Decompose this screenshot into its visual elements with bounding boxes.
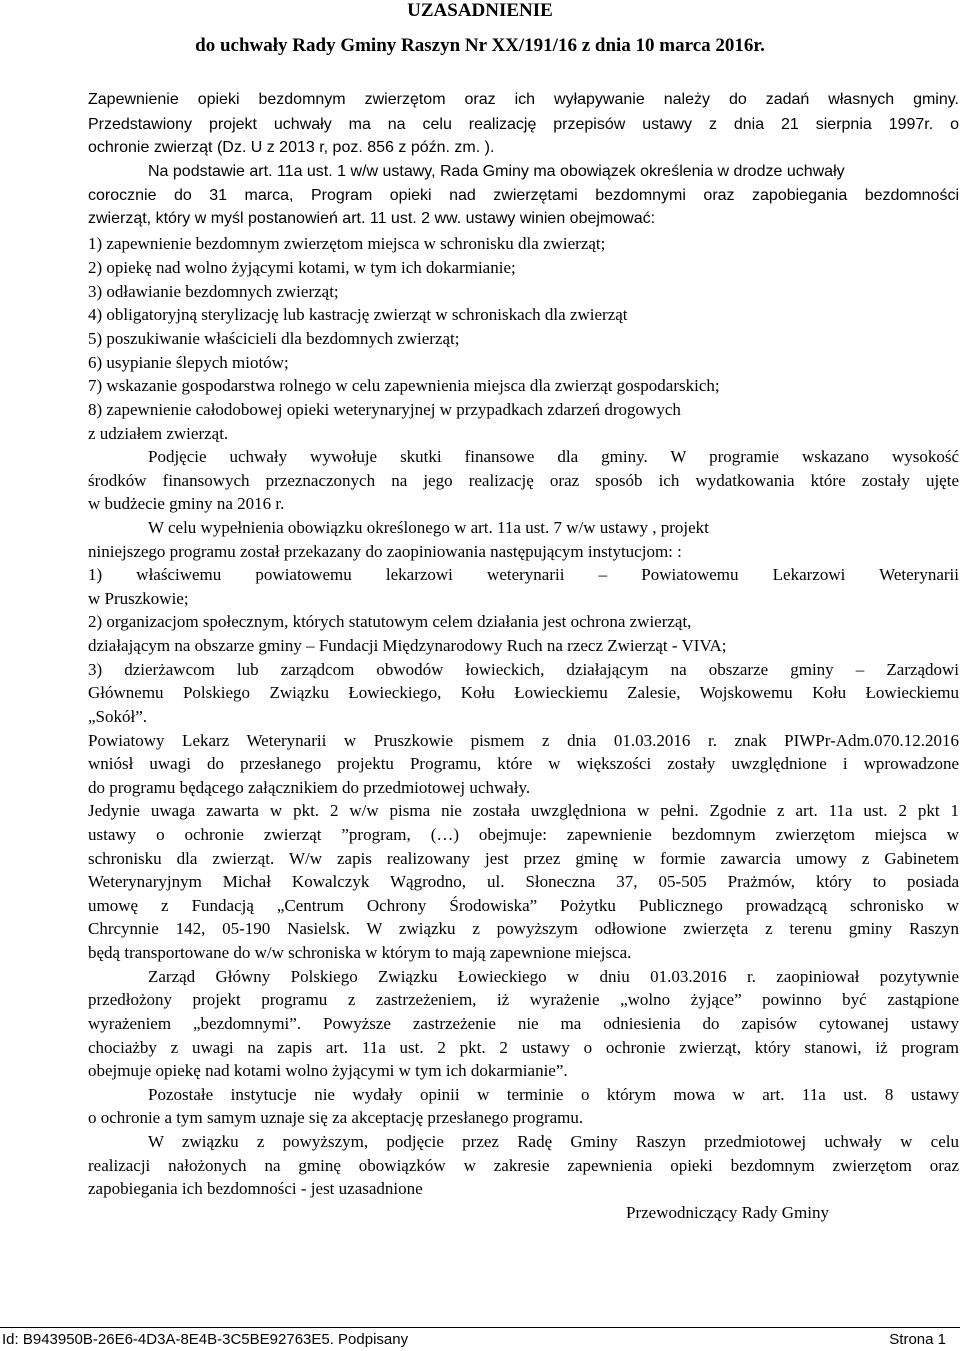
footer-rule — [0, 1327, 960, 1328]
paragraph-line: umowę z Fundacją „Centrum Ochrony Środowiska” Pożytku Publicznego prowadzącą schronisko w — [88, 896, 959, 915]
paragraph-line: Na podstawie art. 11a ust. 1 w/w ustawy, Rada Gminy ma obowiązek określenia w drodze uchwały — [148, 163, 845, 180]
paragraph-line: 1) właściwemu powiatowemu lekarzowi weterynarii – Powiatowemu Lekarzowi Weterynarii — [88, 565, 959, 584]
paragraph-line: schronisku dla zwierząt. W/w zapis realizowany jest przez gminę w formie zawarcia umowy z Gabinetem — [88, 849, 959, 868]
paragraph-line: do programu będącego załącznikiem do przedmiotowej uchwały. — [88, 778, 531, 797]
footer-page-number: Strona 1 — [889, 1331, 946, 1348]
paragraph-line: W celu wypełnienia obowiązku określonego w art. 11a ust. 7 w/w ustawy , projekt — [148, 518, 709, 537]
paragraph-line: w Pruszkowie; — [88, 589, 189, 608]
list-item: 8) zapewnienie całodobowej opieki weterynaryjnej w przypadkach zdarzeń drogowych — [88, 400, 681, 419]
paragraph-line: ochronie zwierząt (Dz. U z 2013 r, poz. 856 z późn. zm. ). — [88, 139, 495, 156]
paragraph-line: „Sokół”. — [88, 707, 148, 726]
list-item: 1) zapewnienie bezdomnym zwierzętom miejsca w schronisku dla zwierząt; — [88, 234, 606, 253]
paragraph-line: środków finansowych przeznaczonych na jego realizację oraz sposób ich wydatkowania które zostały ujęte — [88, 471, 959, 490]
list-item: 3) odławianie bezdomnych zwierząt; — [88, 282, 339, 301]
paragraph-line: Głównemu Polskiego Związku Łowieckiego, Kołu Łowieckiemu Zalesie, Wojskowemu Kołu Łowieckiemu — [88, 683, 959, 702]
paragraph-line: Zarząd Główny Polskiego Związku Łowieckiego w dniu 01.03.2016 r. zaopiniował pozytywnie — [148, 967, 959, 986]
paragraph-line: zapobiegania ich bezdomności - jest uzasadnione — [88, 1179, 423, 1198]
paragraph-line: 2) organizacjom społecznym, których statutowym celem działania jest ochrona zwierząt, — [88, 612, 692, 631]
paragraph-line: o ochronie a tym samym uznaje się za akceptację przesłanego programu. — [88, 1108, 584, 1127]
paragraph-line: Weterynaryjnym Michał Kowalczyk Wągrodno, ul. Słoneczna 37, 05-505 Prażmów, który to posiada — [88, 872, 959, 891]
footer-document-id: Id: B943950B-26E6-4D3A-8E4B-3C5BE92763E5. Podpisany — [2, 1331, 409, 1348]
paragraph-line: wniósł uwagi do przesłanego projektu Programu, które w większości zostały uwzględnione i wprowadzone — [88, 754, 959, 773]
paragraph-line: Podjęcie uchwały wywołuje skutki finansowe dla gminy. W programie wskazano wysokość — [148, 447, 959, 466]
paragraph-line: Powiatowy Lekarz Weterynarii w Pruszkowie pismem z dnia 01.03.2016 r. znak PIWPr-Adm.070.12.2016 — [88, 731, 959, 750]
paragraph-line: W związku z powyższym, podjęcie przez Radę Gminy Raszyn przedmiotowej uchwały w celu — [148, 1132, 959, 1151]
paragraph-line: chociażby z uwagi na zapis art. 11a ust. 2 pkt. 2 ustawy o ochronie zwierząt, który stanowi, iż program — [88, 1038, 959, 1057]
paragraph-line: Przedstawiony projekt uchwały ma na celu realizację przepisów ustawy z dnia 21 sierpnia 1997r. o — [88, 116, 959, 133]
paragraph-line: będą transportowane do w/w schroniska w którym to mają zapewnione miejsca. — [88, 943, 632, 962]
paragraph-line: Pozostałe instytucje nie wydały opinii w terminie o którym mowa w art. 11a ust. 8 ustawy — [148, 1085, 959, 1104]
list-item: 6) usypianie ślepych miotów; — [88, 353, 289, 372]
paragraph-line: przedłożony projekt programu z zastrzeżeniem, iż wyrażenie „wolno żyjące” powinno być zastąpione — [88, 990, 959, 1009]
document-title: UZASADNIENIE — [407, 0, 553, 21]
list-item: 4) obligatoryjną sterylizację lub kastrację zwierząt w schroniskach dla zwierząt — [88, 305, 628, 324]
list-item: z udziałem zwierząt. — [88, 424, 229, 443]
paragraph-line: wyrażeniem „bezdomnymi”. Powyższe zastrzeżenie nie ma odniesienia do zapisów cytowanej ustawy — [88, 1014, 959, 1033]
paragraph-line: ustawy o ochronie zwierząt ”program, (…) obejmuje: zapewnienie bezdomnym zwierzętom miejsca w — [88, 825, 959, 844]
paragraph-line: niniejszego programu został przekazany do zaopiniowania następującym instytucjom: : — [88, 542, 682, 561]
document-subtitle: do uchwały Rady Gminy Raszyn Nr XX/191/16 z dnia 10 marca 2016r. — [195, 35, 765, 56]
paragraph-line: corocznie do 31 marca, Program opieki nad zwierzętami bezdomnymi oraz zapobiegania bezdomności — [88, 187, 959, 204]
paragraph-line: Jedynie uwaga zawarta w pkt. 2 w/w pisma nie została uwzględniona w pełni. Zgodnie z art. 11a ust. 2 pkt 1 — [88, 801, 959, 820]
paragraph-line: zwierząt, który w myśl postanowień art. 11 ust. 2 ww. ustawy winien obejmować: — [88, 210, 656, 227]
list-item: 7) wskazanie gospodarstwa rolnego w celu zapewnienia miejsca dla zwierząt gospodarskich; — [88, 376, 720, 395]
signature: Przewodniczący Rady Gminy — [626, 1203, 829, 1222]
paragraph-line: realizacji nałożonych na gminę obowiązków w zakresie zapewnienia opieki bezdomnym zwierzętom oraz — [88, 1156, 959, 1175]
paragraph-line: obejmuje opiekę nad kotami wolno żyjącymi w tym ich dokarmianie”. — [88, 1061, 568, 1080]
paragraph-line: 3) dzierżawcom lub zarządcom obwodów łowieckich, działającym na obszarze gminy – Zarządowi — [88, 660, 959, 679]
paragraph-line: Chrcynnie 142, 05-190 Nasielsk. W związku z powyższym odłowione zwierzęta z terenu gminy Raszyn — [88, 919, 959, 938]
paragraph-line: w budżecie gminy na 2016 r. — [88, 494, 285, 513]
paragraph-line: działającym na obszarze gminy – Fundacji Międzynarodowy Ruch na rzecz Zwierząt - VIVA; — [88, 636, 727, 655]
list-item: 5) poszukiwanie właścicieli dla bezdomnych zwierząt; — [88, 329, 460, 348]
paragraph-line: Zapewnienie opieki bezdomnym zwierzętom oraz ich wyłapywanie należy do zadań własnych gminy. — [88, 91, 959, 108]
list-item: 2) opiekę nad wolno żyjącymi kotami, w tym ich dokarmianie; — [88, 258, 516, 277]
